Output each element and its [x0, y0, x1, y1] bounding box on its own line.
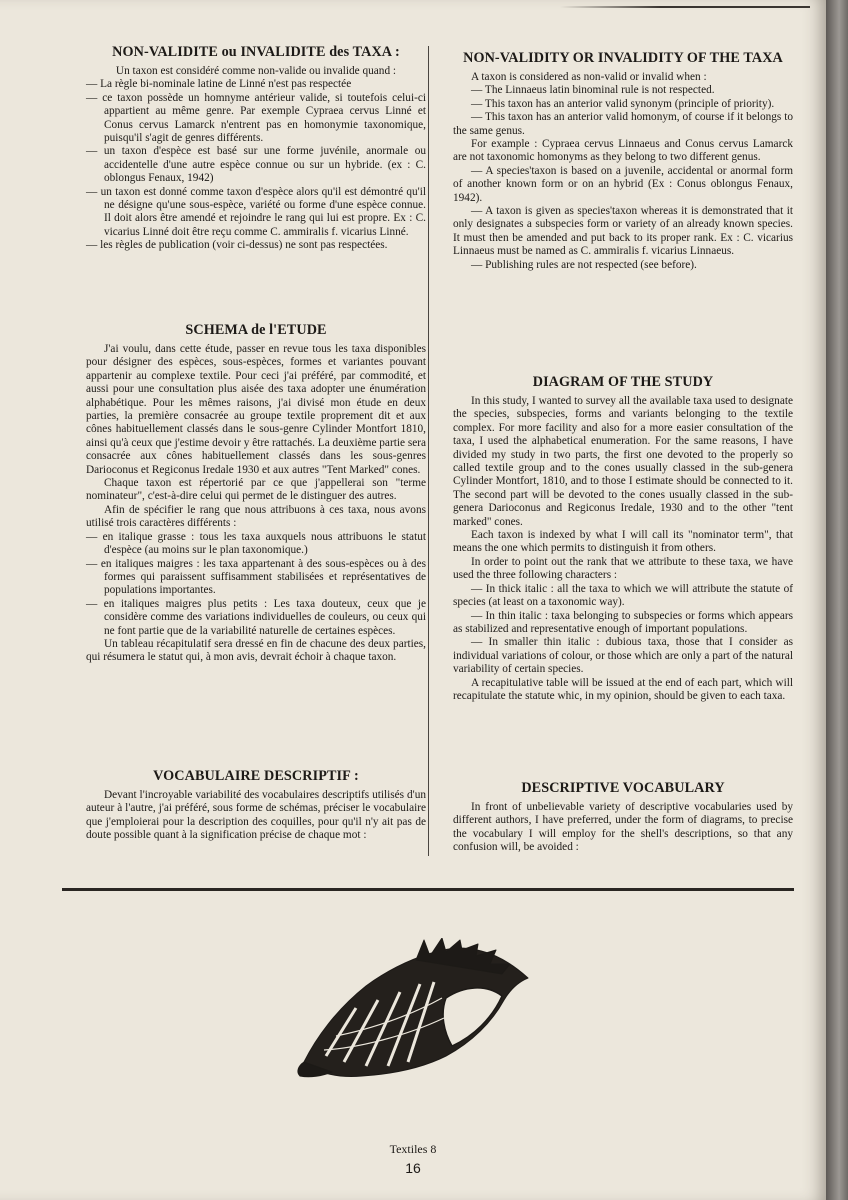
- heading-non-validite: NON-VALIDITE ou INVALIDITE des TAXA :: [112, 44, 400, 60]
- list-item: — This taxon has an anterior valid homonym, of course if it belongs to the same genus.: [453, 111, 793, 137]
- list-item: — This taxon has an anterior valid synonym (principle of priority).: [471, 97, 775, 110]
- heading-vocabulaire: VOCABULAIRE DESCRIPTIF :: [153, 768, 359, 784]
- page-edge-shadow: [826, 0, 848, 1200]
- journal-footer: Textiles 8: [389, 1142, 437, 1156]
- bottom-rule: [62, 888, 794, 891]
- section-descriptive-vocabulary: [453, 780, 793, 855]
- list-item: — en italiques maigres plus petits : Les taxa douteux, ceux que je considère comme des variations individuelles de couleurs, ou ceux qui ne font partie que de la variabilité naturelle de certaines espèces.: [86, 597, 426, 637]
- list-item: — un taxon est donné comme taxon d'espèce alors qu'il est démontré qu'il ne désigne qu'une sous-espèce, variété ou forme d'une espèce connue. Il doit alors être amendé et rejoindre le rang qui lui est propre. Ex : C. vicarius Linné doit être reçu comme C. ammiralis f. vicarius Linné.: [86, 185, 426, 238]
- list-item: — en italique grasse : tous les taxa auxquels nous attribuons le statut d'espèce (au moins sur le plan taxonomique.): [86, 530, 426, 557]
- list-item: — La règle bi-nominale latine de Linné n'est pas respectée: [86, 78, 352, 91]
- list-item: — un taxon d'espèce est basé sur une forme juvénile, anormale ou accidentelle d'une autre espèce connue ou sur un hybride. (ex : C. oblongus Fenaux, 1942): [86, 145, 426, 185]
- section-diagram: [453, 374, 793, 703]
- section-non-validity: [453, 50, 793, 272]
- section-non-validite: [86, 44, 426, 253]
- list-item: — A species'taxon is based on a juvenile, accidental or anormal form of another known form or on an hybrid (Ex : Conus oblongus Fenaux, 1942).: [453, 164, 793, 204]
- list-item: — In thick italic : all the taxa to which we will attribute the statute of species (at least on a taxonomic way).: [453, 582, 793, 609]
- paragraph: In order to point out the rank that we attribute to these taxa, we have used the three following characters :: [453, 555, 793, 582]
- section-schema: [86, 322, 426, 665]
- paragraph: Each taxon is indexed by what I will call its "nominator term", that means the one which permits to distinguish it from others.: [453, 529, 793, 555]
- paragraph: In this study, I wanted to survey all the available taxa used to designate the species, subspecies, forms and variants belonging to the textile complex. For more facility and also for a more easier consultation of the taxa, I used the alphabetical enumeration. For the same reasons, I have divided my study in two parts, the first one devoted to the properly so called textile group and to the cones usually classed in the sub-genera Cylinder Montfort, 1810, and to those I estimate should be connected to it. The second part will be devoted to the cones usually classed in the sub-genera Darioconus and Regiconus Iredale, 1930 and to the other "tent marked" cones.: [453, 395, 793, 528]
- heading-non-validity: NON-VALIDITY OR INVALIDITY OF THE TAXA: [463, 50, 783, 66]
- list-item: — In smaller thin italic : dubious taxa, those that I consider as individual variations of colour, or those which are only a part of the natural variability of certain species.: [453, 636, 793, 676]
- heading-descriptive-vocabulary: DESCRIPTIVE VOCABULARY: [521, 780, 725, 796]
- column-divider: [428, 46, 429, 856]
- paragraph: Un taxon est considéré comme non-valide ou invalide quand :: [115, 65, 397, 77]
- paragraph: Chaque taxon est répertorié par ce que j'appellerai son "terme nominateur", c'est-à-dire celui qui permet de le distinguer des autres.: [86, 477, 426, 503]
- list-item: — Publishing rules are not respected (see before).: [471, 258, 697, 271]
- paragraph: Afin de spécifier le rang que nous attribuons à ces taxa, nous avons utilisé trois caractères différents :: [86, 503, 426, 530]
- paragraph: A taxon is considered as non-valid or invalid when :: [471, 71, 707, 83]
- list-item: — ce taxon possède un homnyme antérieur valide, si toutefois celui-ci appartient au même genre. Par exemple Cypraea cervus Linné et Conus cervus Lamarck n'entrent pas en homonymie taxonomique, puisqu'il s'agit de genres différents.: [86, 91, 426, 145]
- heading-schema: SCHEMA de l'ETUDE: [185, 322, 327, 338]
- paragraph: For example : Cypraea cervus Linnaeus and Conus cervus Lamarck are not taxonomic homonyms as they belong to two different genus.: [453, 138, 793, 164]
- conch-shell-illustration: [296, 938, 540, 1088]
- paragraph: In front of unbelievable variety of descriptive vocabularies used by different authors, I have preferred, under the form of diagrams, to precise the vocabulary I will employ for the shell's descriptions, so that any confusion will, be avoided :: [453, 801, 793, 854]
- list-item: — les règles de publication (voir ci-dessus) ne sont pas respectées.: [86, 239, 388, 252]
- paragraph: Un tableau récapitulatif sera dressé en fin de chacune des deux parties, qui résumera le statut qui, à mon avis, devrait échoir à chaque taxon.: [86, 637, 426, 664]
- list-item: — In thin italic : taxa belonging to subspecies or forms which appears as stabilized and representative enough of important populations.: [453, 609, 793, 635]
- section-vocabulaire: [86, 768, 426, 843]
- list-item: — en italiques maigres : les taxa appartenant à des sous-espèces ou à des formes qui paraissent suffisamment stabilisées et représentatives de populations importantes.: [86, 557, 426, 597]
- page-number: 16: [405, 1160, 421, 1176]
- paragraph: J'ai voulu, dans cette étude, passer en revue tous les taxa disponibles pour désigner des espèces, sous-espèces, formes et variantes pouvant appartenir au complexe textile. Pour ceci j'ai préféré, par commodité, et aussi pour une consultation plus aisée des taxa adopter une énumération alphabétique. Pour les mêmes raisons, j'ai divisé mon étude en deux parties, la première consacrée au groupe textile proprement dit et aux cônes habituellement classés dans le sous-genre Cylinder Montfort 1810, ainsi qu'à ceux que j'estime devoir y être rattachés. La deuxième partie sera consacrée aux cônes habituellement classés dans les sous-genres Darioconus et Regiconus Iredale 1930 et aux autres "Tent Marked" cones.: [86, 343, 427, 476]
- list-item: — A taxon is given as species'taxon whereas it is demonstrated that it only designates a subspecies form or variety of an already known species. It must then be amended and put back to its proper rank. Ex : C. vicarius Linnaeus must be named as C. ammiralis f. vicarius Linnaeus.: [453, 205, 793, 258]
- top-rule: [560, 6, 810, 8]
- paragraph: Devant l'incroyable variabilité des vocabulaires descriptifs utilisés d'un auteur à l'autre, j'ai préféré, sous forme de schémas, préciser le vocabulaire que j'emploierai pour la description des coquilles, pour qu'il n'y ait pas de doute possible quant à la signification précise de chaque mot :: [86, 789, 426, 842]
- paragraph: A recapitulative table will be issued at the end of each part, which will recapitulate the statute whic, in my opinion, should be given to each taxa.: [453, 676, 793, 702]
- heading-diagram: DIAGRAM OF THE STUDY: [532, 374, 714, 390]
- list-item: — The Linnaeus latin binominal rule is not respected.: [471, 84, 715, 97]
